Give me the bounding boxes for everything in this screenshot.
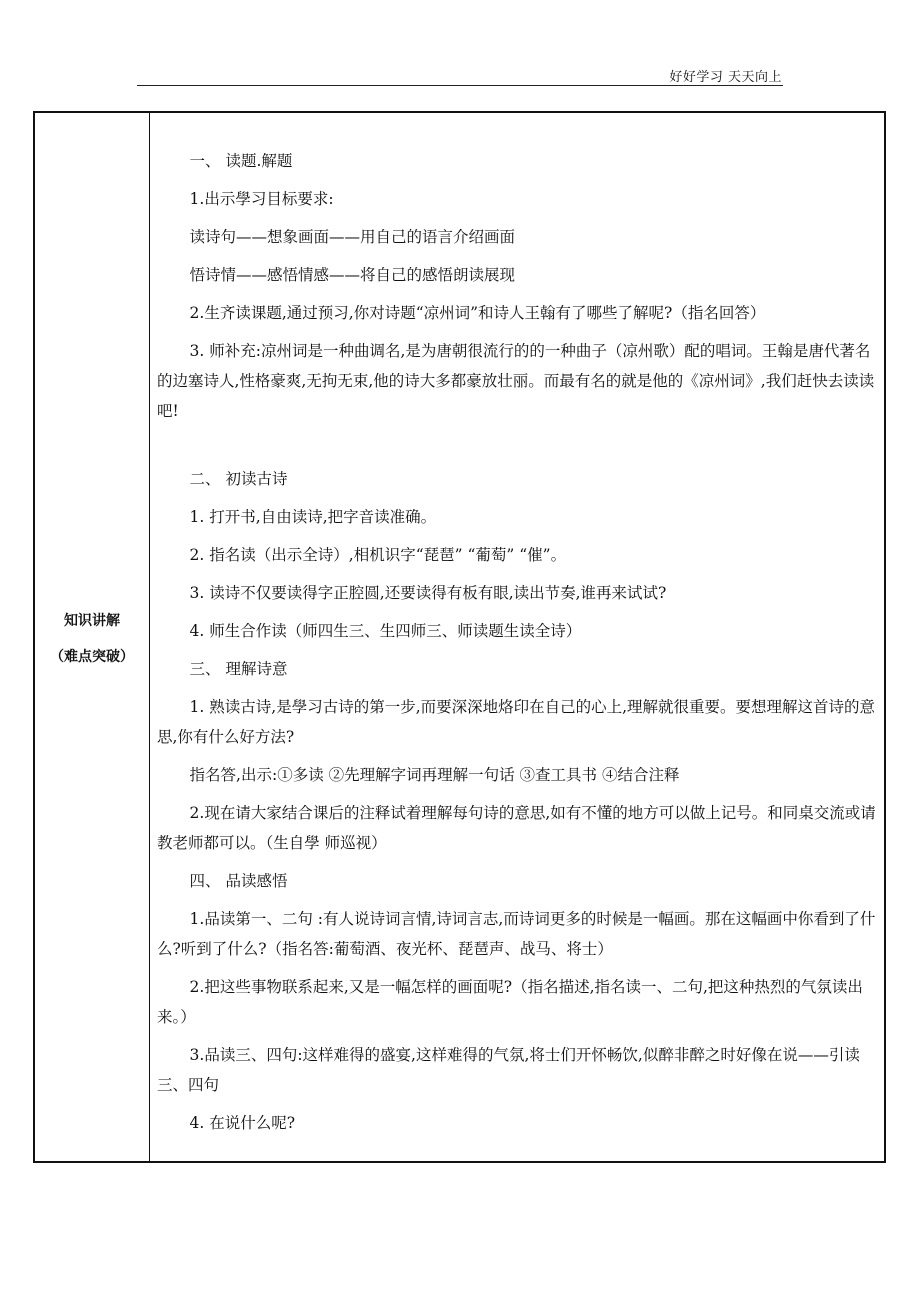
column-divider xyxy=(149,113,150,1161)
section-heading-1: 一、 读题.解题 xyxy=(189,152,293,170)
paragraph: 1.出示學习目标要求: xyxy=(189,190,334,208)
paragraph: 1. 打开书,自由读诗,把字音读准确。 xyxy=(189,508,437,526)
section-heading-4: 四、 品读感悟 xyxy=(189,872,288,890)
paragraph: 1.品读第一、二句 :有人说诗词言情,诗词言志,而诗词更多的时候是一幅画。那在这幅画中你看到了什么?听到了什么?（指名答:葡萄酒、夜光杯、琵琶声、战马、将士） xyxy=(157,910,876,958)
section-label-title: 知识讲解 xyxy=(64,613,120,629)
lesson-table xyxy=(33,111,886,1163)
lesson-content xyxy=(157,146,876,1146)
paragraph: 指名答,出示:①多读 ②先理解字词再理解一句话 ③查工具书 ④结合注释 xyxy=(189,766,680,784)
paragraph: 4. 师生合作读（师四生三、生四师三、师读题生读全诗） xyxy=(189,622,582,640)
paragraph: 2. 指名读（出示全诗）,相机识字“琵琶” “葡萄” “催”。 xyxy=(189,546,567,564)
section-label-cell xyxy=(35,603,149,675)
paragraph: 读诗句——想象画面——用自己的语言介绍画面 xyxy=(189,228,516,246)
page-header-text: 好好学习 天天向上 xyxy=(669,70,782,85)
section-heading-2: 二、 初读古诗 xyxy=(189,470,288,488)
paragraph: 悟诗情——感悟情感——将自己的感悟朗读展现 xyxy=(189,266,516,284)
paragraph: 2.生齐读课题,通过预习,你对诗题“凉州词”和诗人王翰有了哪些了解呢?（指名回答） xyxy=(189,304,766,322)
paragraph: 2.现在请大家结合课后的注释试着理解每句诗的意思,如有不懂的地方可以做上记号。和同桌交流或请教老师都可以。（生自學 师巡视） xyxy=(157,804,876,852)
section-heading-3: 三、 理解诗意 xyxy=(189,660,288,678)
paragraph: 4. 在说什么呢? xyxy=(189,1114,296,1132)
paragraph: 3.品读三、四句:这样难得的盛宴,这样难得的气氛,将士们开怀畅饮,似醉非醉之时好像在说——引读三、四句 xyxy=(157,1046,860,1094)
paragraph: 3. 读诗不仅要读得字正腔圆,还要读得有板有眼,读出节奏,谁再来试试? xyxy=(189,584,667,602)
section-label-subtitle: （难点突破） xyxy=(50,649,134,665)
paragraph: 2.把这些事物联系起来,又是一幅怎样的画面呢?（指名描述,指名读一、二句,把这种热烈的气氛读出来。） xyxy=(157,978,863,1026)
paragraph: 1. 熟读古诗,是學习古诗的第一步,而要深深地烙印在自己的心上,理解就很重要。要想理解这首诗的意思,你有什么好方法? xyxy=(157,698,876,746)
header-rule xyxy=(137,85,783,86)
paragraph: 3. 师补充:凉州词是一种曲调名,是为唐朝很流行的的一种曲子（凉州歌）配的唱词。王翰是唐代著名的边塞诗人,性格豪爽,无拘无束,他的诗大多都豪放壮丽。而最有名的就是他的《凉州词》,我们赶快去读读吧! xyxy=(157,342,875,420)
